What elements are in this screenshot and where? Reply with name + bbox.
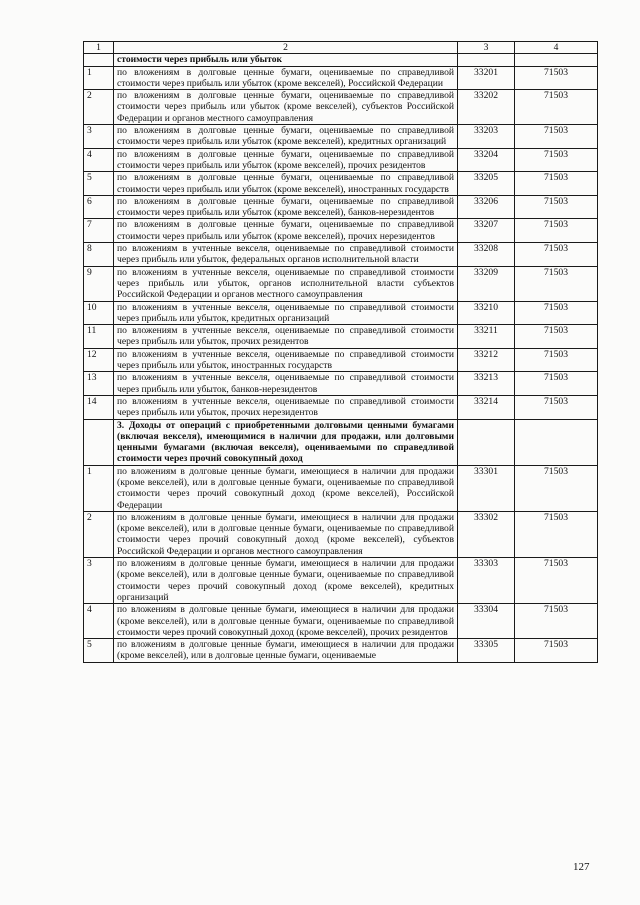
row-account-number: 71503 (515, 372, 598, 396)
header-col-2: 2 (114, 42, 458, 54)
accounts-table (83, 41, 598, 663)
row-description: по вложениям в долговые ценные бумаги, оцениваемые по справедливой стоимости через прибыль или убыток (кроме векселей), кредитных организаций (114, 125, 458, 149)
row-account-number: 71503 (515, 90, 598, 125)
table-row (84, 148, 598, 172)
row-symbol-code: 33205 (458, 172, 515, 196)
header-col-3: 3 (458, 42, 515, 54)
row-symbol-code: 33210 (458, 301, 515, 325)
row-symbol-code (458, 54, 515, 66)
row-number: 3 (84, 125, 114, 149)
section-heading-row (84, 419, 598, 465)
table-row (84, 372, 598, 396)
header-col-1: 1 (84, 42, 114, 54)
row-symbol-code: 33303 (458, 558, 515, 604)
row-symbol-code: 33202 (458, 90, 515, 125)
row-description: по вложениям в учтенные векселя, оцениваемые по справедливой стоимости через прибыль или убыток, иностранных государств (114, 348, 458, 372)
row-description: по вложениям в долговые ценные бумаги, имеющиеся в наличии для продажи (кроме векселей), или в долговые ценные бумаги, оцениваемые по справедливой стоимости через прочий совокупный доход (кроме векселей), прочих резидентов (114, 604, 458, 639)
row-account-number: 71503 (515, 465, 598, 511)
row-symbol-code: 33207 (458, 219, 515, 243)
row-account-number: 71503 (515, 325, 598, 349)
row-symbol-code: 33213 (458, 372, 515, 396)
row-symbol-code: 33206 (458, 195, 515, 219)
row-account-number: 71503 (515, 195, 598, 219)
row-symbol-code: 33302 (458, 511, 515, 557)
row-account-number: 71503 (515, 604, 598, 639)
table-row (84, 639, 598, 663)
row-description: по вложениям в учтенные векселя, оцениваемые по справедливой стоимости через прибыль или убыток, кредитных организаций (114, 301, 458, 325)
row-account-number: 71503 (515, 219, 598, 243)
row-account-number: 71503 (515, 511, 598, 557)
row-number: 1 (84, 465, 114, 511)
table-row (84, 90, 598, 125)
row-number: 13 (84, 372, 114, 396)
row-number: 3 (84, 558, 114, 604)
table-row (84, 395, 598, 419)
row-description: по вложениям в учтенные векселя, оцениваемые по справедливой стоимости через прибыль или убыток, прочих резидентов (114, 325, 458, 349)
row-number: 5 (84, 639, 114, 663)
row-account-number: 71503 (515, 348, 598, 372)
row-symbol-code: 33211 (458, 325, 515, 349)
row-account-number: 71503 (515, 395, 598, 419)
row-description: по вложениям в учтенные векселя, оцениваемые по справедливой стоимости через прибыль или убыток, банков-нерезидентов (114, 372, 458, 396)
row-number: 8 (84, 243, 114, 267)
table-row (84, 66, 598, 90)
row-number: 2 (84, 511, 114, 557)
table-row (84, 511, 598, 557)
row-description: по вложениям в долговые ценные бумаги, оцениваемые по справедливой стоимости через прибыль или убыток (кроме векселей), иностранных государств (114, 172, 458, 196)
row-number: 1 (84, 66, 114, 90)
page-number: 127 (573, 861, 590, 873)
table-row (84, 604, 598, 639)
row-symbol-code: 33201 (458, 66, 515, 90)
table-row (84, 325, 598, 349)
row-number (84, 54, 114, 66)
row-description: по вложениям в долговые ценные бумаги, имеющиеся в наличии для продажи (кроме векселей), или в долговые ценные бумаги, оцениваемые по справедливой стоимости через прочий совокупный доход (кроме векселей), Российской Федерации (114, 465, 458, 511)
table-row (84, 172, 598, 196)
row-description: по вложениям в учтенные векселя, оцениваемые по справедливой стоимости через прибыль или убыток, прочих нерезидентов (114, 395, 458, 419)
row-number: 14 (84, 395, 114, 419)
row-symbol-code: 33304 (458, 604, 515, 639)
table-row (84, 348, 598, 372)
row-symbol-code: 33204 (458, 148, 515, 172)
row-account-number: 71503 (515, 243, 598, 267)
row-number (84, 419, 114, 465)
row-symbol-code: 33212 (458, 348, 515, 372)
row-description: по вложениям в долговые ценные бумаги, имеющиеся в наличии для продажи (кроме векселей), или в долговые ценные бумаги, оцениваемые (114, 639, 458, 663)
table-row (84, 558, 598, 604)
table-row (84, 266, 598, 301)
table-row (84, 219, 598, 243)
row-symbol-code: 33209 (458, 266, 515, 301)
row-number: 5 (84, 172, 114, 196)
row-description: по вложениям в долговые ценные бумаги, оцениваемые по справедливой стоимости через прибыль или убыток (кроме векселей), субъектов Российской Федерации и органов местного самоуправления (114, 90, 458, 125)
row-description: по вложениям в долговые ценные бумаги, имеющиеся в наличии для продажи (кроме векселей), или в долговые ценные бумаги, оцениваемые по справедливой стоимости через прочий совокупный доход (кроме векселей), кредитных организаций (114, 558, 458, 604)
row-symbol-code (458, 419, 515, 465)
row-account-number: 71503 (515, 558, 598, 604)
row-description: 3. Доходы от операций с приобретенными долговыми ценными бумагами (включая векселя), имеющимися в наличии для продажи, или долговыми ценными бумагами (включая векселя), оцениваемыми по справедливой стоимости через прочий совокупный доход (114, 419, 458, 465)
table-row (84, 243, 598, 267)
row-symbol-code: 33214 (458, 395, 515, 419)
row-description: по вложениям в долговые ценные бумаги, оцениваемые по справедливой стоимости через прибыль или убыток (кроме векселей), Российской Федерации (114, 66, 458, 90)
row-description: по вложениям в долговые ценные бумаги, оцениваемые по справедливой стоимости через прибыль или убыток (кроме векселей), прочих резидентов (114, 148, 458, 172)
row-symbol-code: 33305 (458, 639, 515, 663)
row-number: 12 (84, 348, 114, 372)
table-row (84, 195, 598, 219)
row-account-number: 71503 (515, 148, 598, 172)
section-heading-row (84, 54, 598, 66)
row-account-number: 71503 (515, 301, 598, 325)
row-number: 4 (84, 148, 114, 172)
row-number: 10 (84, 301, 114, 325)
row-description: по вложениям в долговые ценные бумаги, оцениваемые по справедливой стоимости через прибыль или убыток (кроме векселей), банков-нерезидентов (114, 195, 458, 219)
accounts-table-body (84, 42, 598, 663)
row-description: по вложениям в учтенные векселя, оцениваемые по справедливой стоимости через прибыль или убыток, федеральных органов исполнительной власти (114, 243, 458, 267)
row-description: по вложениям в долговые ценные бумаги, оцениваемые по справедливой стоимости через прибыль или убыток (кроме векселей), прочих нерезидентов (114, 219, 458, 243)
table-row (84, 125, 598, 149)
row-account-number: 71503 (515, 266, 598, 301)
row-account-number (515, 419, 598, 465)
row-description: стоимости через прибыль или убыток (114, 54, 458, 66)
row-number: 9 (84, 266, 114, 301)
row-account-number: 71503 (515, 66, 598, 90)
row-number: 2 (84, 90, 114, 125)
row-symbol-code: 33208 (458, 243, 515, 267)
table-row (84, 301, 598, 325)
row-account-number: 71503 (515, 172, 598, 196)
row-account-number: 71503 (515, 639, 598, 663)
row-account-number (515, 54, 598, 66)
row-symbol-code: 33301 (458, 465, 515, 511)
row-description: по вложениям в учтенные векселя, оцениваемые по справедливой стоимости через прибыль или убыток, органов исполнительной власти субъектов Российской Федерации и органов местного самоуправления (114, 266, 458, 301)
table-row (84, 465, 598, 511)
table-header-row (84, 42, 598, 54)
row-number: 7 (84, 219, 114, 243)
row-account-number: 71503 (515, 125, 598, 149)
header-col-4: 4 (515, 42, 598, 54)
row-number: 4 (84, 604, 114, 639)
row-symbol-code: 33203 (458, 125, 515, 149)
row-number: 11 (84, 325, 114, 349)
row-number: 6 (84, 195, 114, 219)
row-description: по вложениям в долговые ценные бумаги, имеющиеся в наличии для продажи (кроме векселей), или в долговые ценные бумаги, оцениваемые по справедливой стоимости через прочий совокупный доход (кроме векселей), субъектов Российской Федерации и органов местного самоуправления (114, 511, 458, 557)
